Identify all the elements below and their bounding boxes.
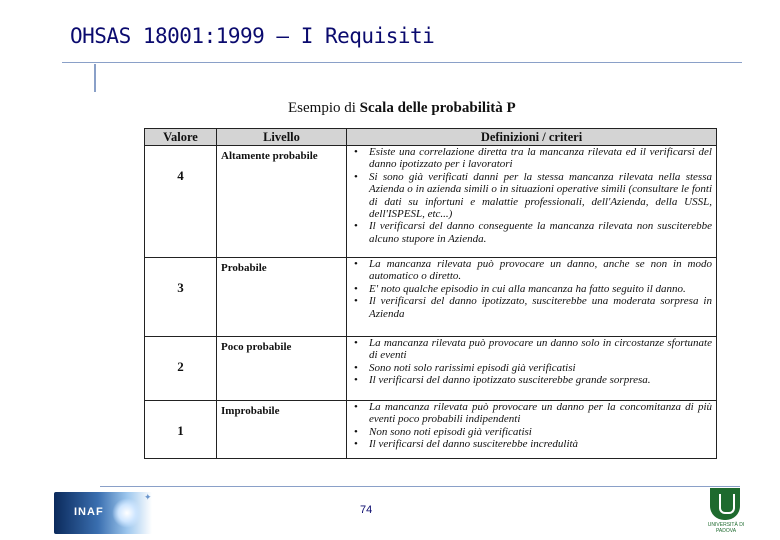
logo-glow	[112, 498, 142, 528]
criteria-item: • La mancanza rilevata può provocare un danno per la concomitanza di più eventi poco probabili indipendenti	[351, 401, 712, 426]
column-header-value: Valore	[145, 129, 217, 146]
value-text: 1	[177, 423, 184, 438]
inaf-logo-text: INAF	[74, 506, 104, 518]
criteria-item: • Il verificarsi del danno susciterebbe incredulità	[351, 438, 712, 450]
criteria-item: • Si sono già verificati danni per la stessa mancanza rilevata nella stessa Azienda o in azienda simili o in situazioni operative simili (consultare le fonti di dati su infortuni e malattie professionali, dell'Azienda, della USSL, dell'ISPESL, etc...)	[351, 171, 712, 221]
level-cell: Probabile	[217, 258, 347, 337]
star-icon: ✦	[144, 492, 152, 502]
criteria-item: • La mancanza rilevata può provocare un danno solo in circostanze sfortunate di eventi	[351, 337, 712, 362]
table-row	[145, 337, 717, 401]
figure-heading-bold: Scala delle probabilità P	[359, 100, 516, 116]
university-logo-caption: UNIVERSITÀ DI PADOVA	[707, 522, 745, 534]
scanned-figure	[140, 100, 718, 462]
column-header-criteria: Definizioni / criteri	[347, 129, 717, 146]
table-header-row	[145, 129, 717, 146]
value-cell	[145, 337, 217, 401]
top-divider	[62, 62, 742, 63]
slide-title: OHSAS 18001:1999 – I Requisiti	[70, 24, 435, 48]
level-cell: Improbabile	[217, 401, 347, 459]
table-row	[145, 146, 717, 258]
criteria-item: • La mancanza rilevata può provocare un danno, anche se non in modo automatico o diretto.	[351, 258, 712, 283]
value-text: 3	[177, 280, 184, 295]
criteria-item: • Esiste una correlazione diretta tra la mancanza rilevata ed il verificarsi del danno ipotizzato per i lavoratori	[351, 146, 712, 171]
value-cell	[145, 258, 217, 337]
university-logo	[706, 488, 746, 538]
value-cell	[145, 401, 217, 459]
criteria-item: • Il verificarsi del danno conseguente la mancanza rilevata non susciterebbe alcuno stupore in Azienda.	[351, 220, 712, 245]
criteria-cell	[347, 401, 717, 459]
level-cell: Poco probabile	[217, 337, 347, 401]
criteria-cell	[347, 258, 717, 337]
page-number: 74	[360, 504, 373, 516]
figure-heading	[288, 100, 516, 117]
column-header-level: Livello	[217, 129, 347, 146]
figure-heading-prefix: Esempio di	[288, 100, 360, 116]
criteria-cell	[347, 146, 717, 258]
bottom-divider	[100, 486, 740, 487]
criteria-item: • Il verificarsi del danno ipotizzato, susciterebbe una moderata sorpresa in Azienda	[351, 295, 712, 320]
inaf-logo	[54, 492, 152, 534]
table-row	[145, 401, 717, 459]
probability-scale-table	[144, 128, 717, 459]
value-cell	[145, 146, 217, 258]
criteria-cell	[347, 337, 717, 401]
criteria-item: • Sono noti solo rarissimi episodi già verificatisi	[351, 362, 712, 374]
criteria-item: • Non sono noti episodi già verificatisi	[351, 426, 712, 438]
vertical-accent	[94, 64, 96, 92]
value-text: 2	[177, 359, 184, 374]
table-row	[145, 258, 717, 337]
shield-icon	[710, 488, 740, 520]
criteria-item: • E' noto qualche episodio in cui alla mancanza ha fatto seguito il danno.	[351, 283, 712, 295]
level-cell: Altamente probabile	[217, 146, 347, 258]
value-text: 4	[177, 168, 184, 183]
criteria-item: • Il verificarsi del danno ipotizzato susciterebbe grande sorpresa.	[351, 374, 712, 386]
